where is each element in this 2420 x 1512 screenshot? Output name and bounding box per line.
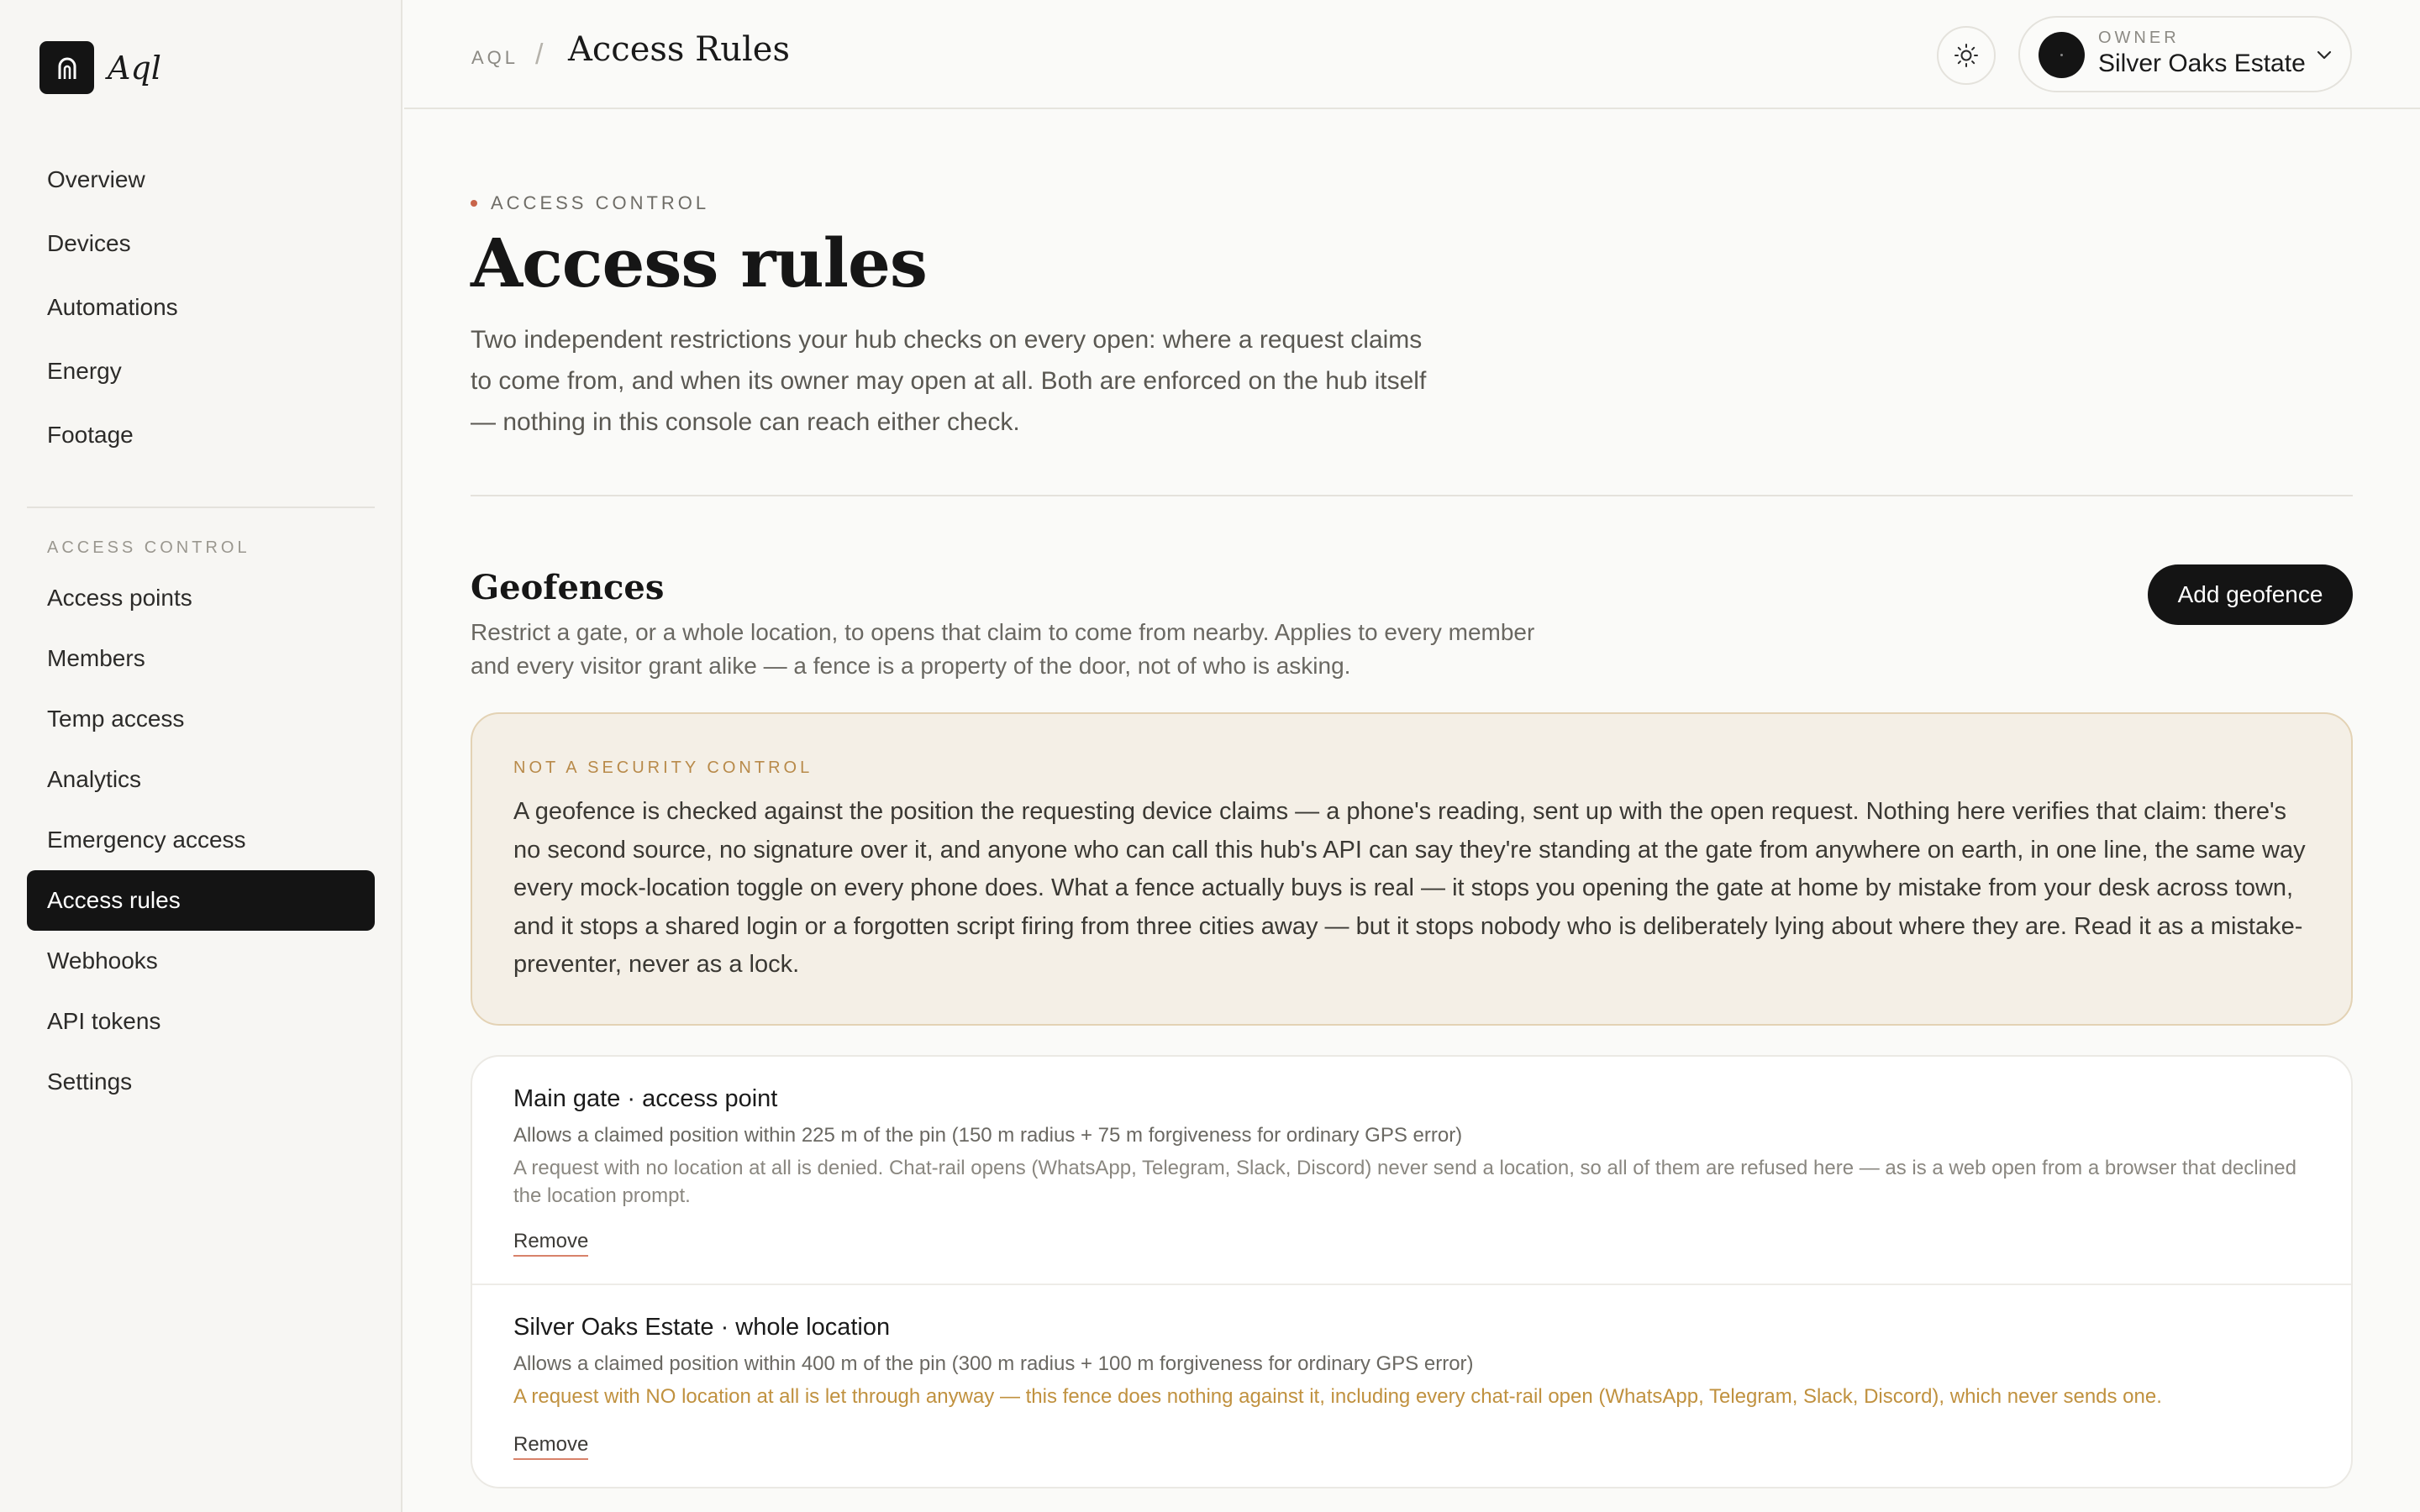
sidebar-item-automations[interactable]: Automations	[47, 294, 178, 320]
page-eyebrow	[471, 192, 709, 214]
sidebar-item-temp-access[interactable]: Temp access	[47, 706, 185, 732]
add-geofence-button[interactable]: Add geofence	[2148, 564, 2353, 625]
owner-switcher[interactable]	[2018, 16, 2352, 92]
sidebar-item-overview[interactable]: Overview	[47, 166, 145, 192]
geofence-allow-text: Allows a claimed position within 400 m of the pin (300 m radius + 100 m forgiveness for ordinary GPS error)	[513, 1352, 1474, 1375]
sidebar-item-analytics[interactable]: Analytics	[47, 766, 142, 792]
sidebar-section-label: ACCESS CONTROL	[47, 538, 250, 557]
sidebar-item-members[interactable]: Members	[47, 645, 145, 671]
sun-icon	[1954, 43, 1979, 68]
geofence-note: A request with no location at all is denied. Chat-rail opens (WhatsApp, Telegram, Slack, Discord) never send a location, so all of them are refused here — as is a web open from a browser that declined the location prompt.	[513, 1157, 2296, 1207]
sidebar-item-webhooks[interactable]: Webhooks	[47, 948, 158, 974]
eyebrow-dot	[471, 200, 477, 207]
geofences-title: Geofences	[471, 568, 665, 607]
warning-text: A geofence is checked against the position the requesting device claims — a phone's reading, sent up with the open request. Nothing here verifies that claim: there's no second source, no signature over it, and anyone who can call this hub's API can say they're standing at the gate from anywhere on earth, in one line, the same way every mock-location toggle on every phone does. What a fence actually buys is real — it stops you opening the gate at home by mistake from your desk across town, and it stops a shared login or a forgotten script firing from three cities away — but it stops nobody who is deliberately lying about where they are. Read it as a mistake-preventer, never as a lock.	[513, 798, 2306, 978]
avatar	[2039, 32, 2085, 78]
breadcrumb-separator: /	[535, 39, 544, 71]
geofence-list	[471, 1055, 2353, 1488]
section-divider	[471, 495, 2353, 496]
sidebar-item-energy[interactable]: Energy	[47, 358, 122, 384]
remove-geofence-button[interactable]: Remove	[513, 1230, 588, 1257]
theme-toggle-button[interactable]	[1937, 26, 1996, 85]
security-warning-callout	[471, 712, 2353, 1026]
arch-icon	[39, 41, 94, 94]
breadcrumb-current: Access Rules	[568, 30, 791, 69]
geofence-allow-text: Allows a claimed position within 225 m of the pin (150 m radius + 75 m forgiveness for ordinary GPS error)	[513, 1124, 1463, 1147]
page-title: Access rules	[471, 223, 927, 302]
owner-name: Silver Oaks Estate	[2098, 50, 2306, 77]
sidebar-item-footage[interactable]: Footage	[47, 422, 134, 448]
sidebar-divider	[27, 507, 375, 508]
breadcrumb-root[interactable]: AQL	[471, 47, 519, 68]
remove-geofence-button[interactable]: Remove	[513, 1433, 588, 1460]
chevron-down-icon	[2314, 45, 2334, 65]
eyebrow-label: ACCESS CONTROL	[491, 192, 710, 213]
primary-nav	[27, 148, 375, 467]
brand[interactable]	[39, 41, 161, 94]
sidebar-item-devices[interactable]: Devices	[47, 230, 131, 256]
brand-name: Aql	[108, 49, 161, 87]
sidebar-item-access-rules[interactable]: Access rules	[27, 870, 375, 931]
owner-role: OWNER	[2098, 29, 2180, 47]
warning-label: NOT A SECURITY CONTROL	[513, 759, 813, 777]
sidebar-item-api-tokens[interactable]: API tokens	[47, 1008, 161, 1034]
sidebar-item-settings[interactable]: Settings	[47, 1068, 133, 1095]
list-item	[472, 1285, 2353, 1488]
geofences-description: Restrict a gate, or a whole location, to opens that claim to come from nearby. Applies to every member and every visitor grant alike — a fence is a property of the door, not of who is asking.	[471, 619, 1535, 679]
geofence-title: Silver Oaks Estate · whole location	[513, 1314, 891, 1341]
topbar	[404, 0, 2420, 109]
sidebar-item-emergency-access[interactable]: Emergency access	[47, 827, 246, 853]
geofence-warning-note: A request with NO location at all is let through anyway — this fence does nothing against it, including every chat-rail open (WhatsApp, Telegram, Slack, Discord), which never sends one.	[513, 1385, 2162, 1408]
sidebar-item-access-points[interactable]: Access points	[47, 585, 192, 611]
page-description: Two independent restrictions your hub checks on every open: where a request claims to come from, and when its owner may open at all. Both are enforced on the hub itself — nothing in this console can reach either check.	[471, 326, 1427, 436]
list-item	[472, 1057, 2353, 1285]
access-control-nav	[27, 568, 375, 1112]
geofence-title: Main gate · access point	[513, 1085, 778, 1112]
sidebar	[0, 0, 402, 1512]
